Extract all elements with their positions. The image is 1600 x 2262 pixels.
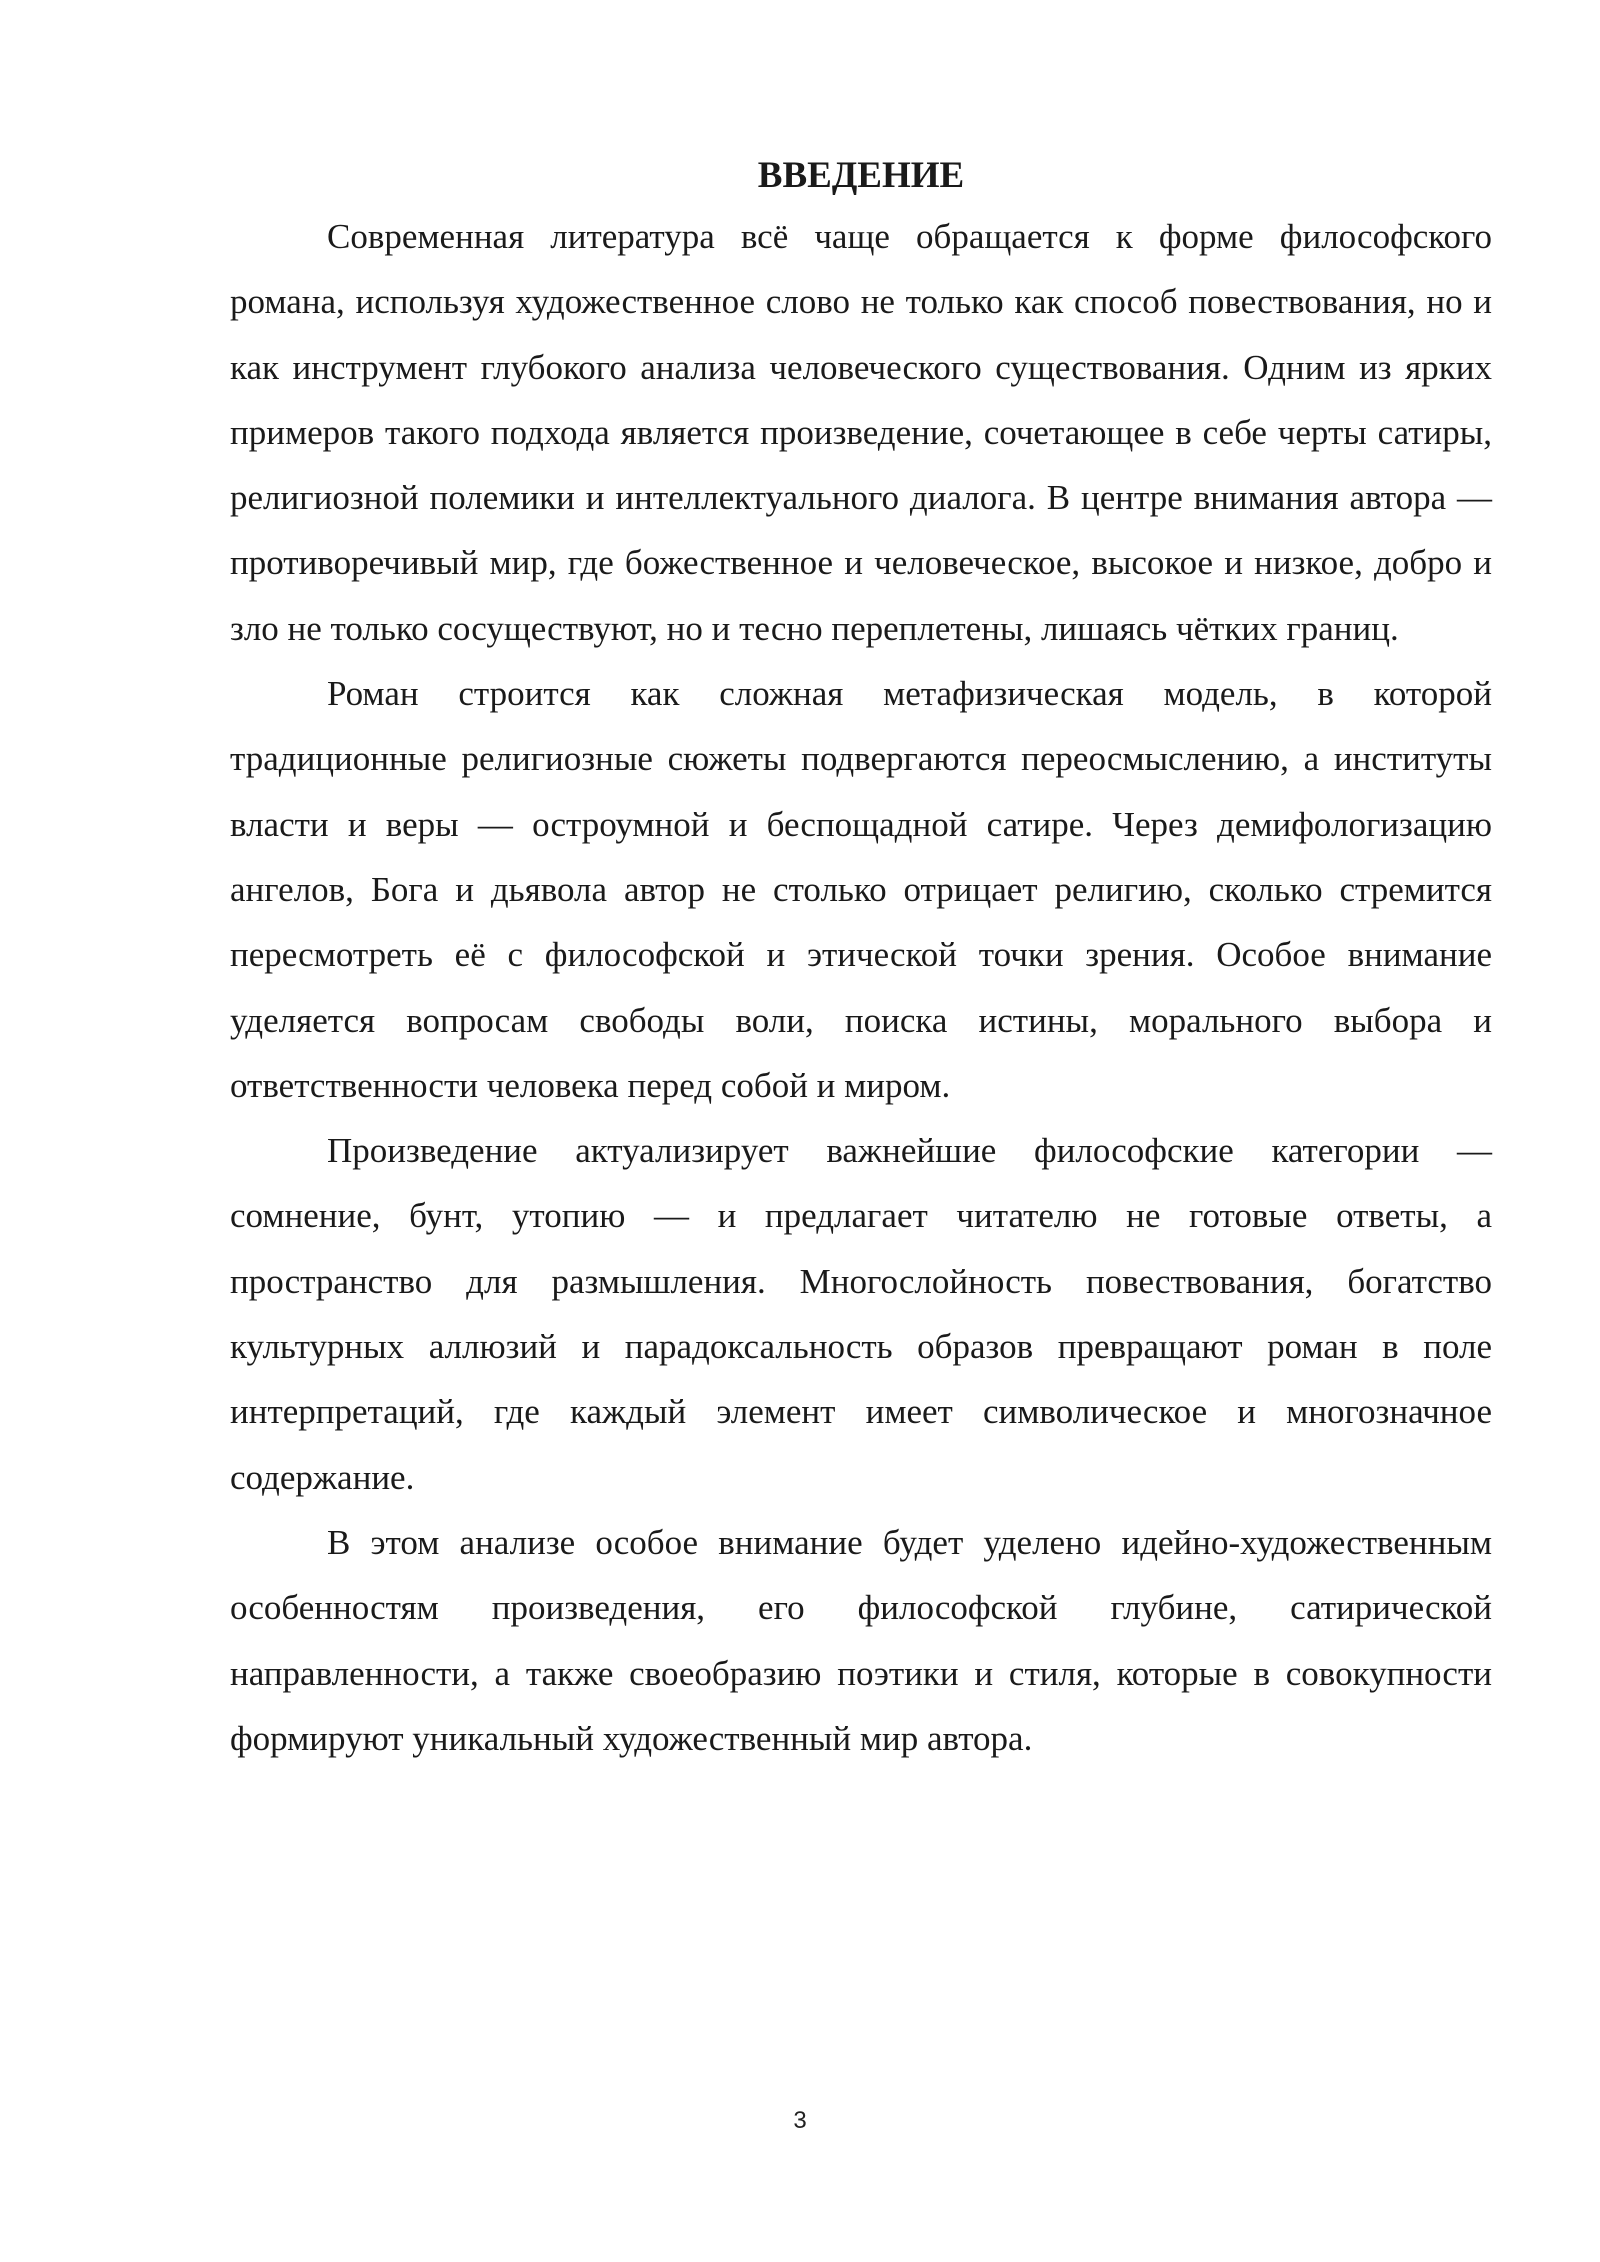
paragraph-2: Роман строится как сложная метафизическая модель, в которой традиционные религиозные сюжеты подвергаются переосмыслению, а институты власти и веры — остроумной и беспощадной сатире. Через демифологизацию ангелов, Бога и дьявола автор не столько отрицает религию, сколько стремится пересмотреть её с философской и этической точки зрения. Особое внимание уделяется вопросам свободы воли, поиска истины, морального выбора и ответственности человека перед собой и миром. [230,674,1492,1105]
paragraph-3: Произведение актуализирует важнейшие философские категории — сомнение, бунт, утопию — и предлагает читателю не готовые ответы, а пространство для размышления. Многослойность повествования, богатство культурных аллюзий и парадоксальность образов превращают роман в поле интерпретаций, где каждый элемент имеет символическое и многозначное содержание. [230,1131,1492,1497]
section-title: ВВЕДЕНИЕ [757,155,965,196]
paragraph-4: В этом анализе особое внимание будет уделено идейно-художественным особенностям произведения, его философской глубине, сатирической направленности, а также своеобразию поэтики и стиля, которые в совокупности формируют уникальный художественный мир автора. [230,1522,1492,1758]
paragraph-1: Современная литература всё чаще обращается к форме философского романа, используя художественное слово не только как способ повествования, но и как инструмент глубокого анализа человеческого существования. Одним из ярких примеров такого подхода является произведение, сочетающее в себе черты сатиры, религиозной полемики и интеллектуального диалога. В центре внимания автора — противоречивый мир, где божественное и человеческое, высокое и низкое, добро и зло не только сосуществуют, но и тесно переплетены, лишаясь чётких границ. [230,217,1492,648]
page-number: 3 [793,2107,807,2134]
page-content [230,148,1492,1771]
